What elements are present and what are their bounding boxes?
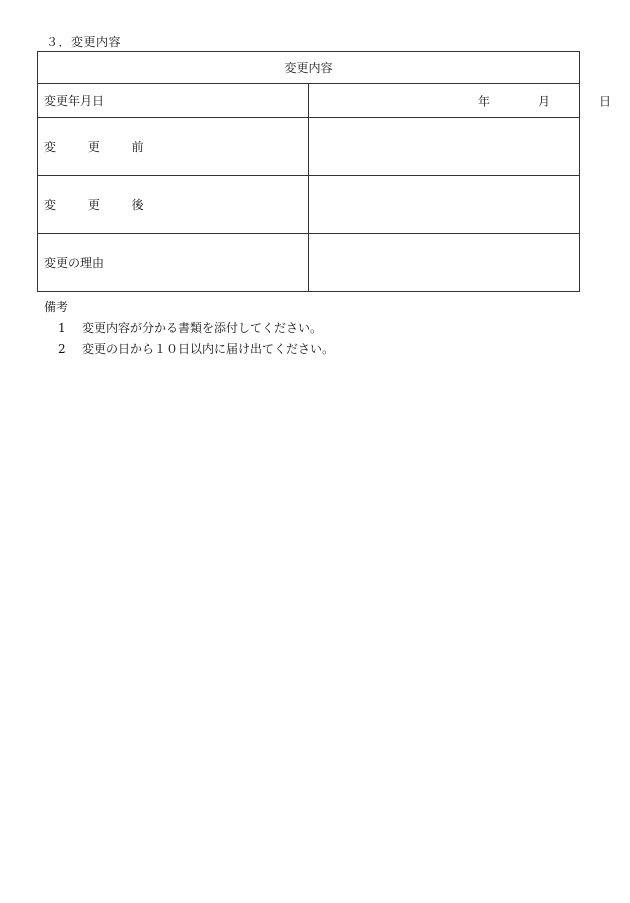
reason-label: 変更の理由 [38, 234, 309, 292]
note-number: 2 [58, 342, 66, 356]
note-text: 変更の日から１０日以内に届け出てください。 [82, 342, 335, 356]
year-unit: 年 [478, 94, 491, 108]
list-item [44, 318, 334, 339]
after-value-cell[interactable] [309, 176, 580, 234]
note-number: 1 [58, 321, 66, 335]
note-text: 変更内容が分かる書類を添付してください。 [82, 321, 323, 335]
table-row [38, 118, 580, 176]
table-header: 変更内容 [38, 52, 580, 84]
date-label: 変更年月日 [38, 84, 309, 118]
table-row [38, 176, 580, 234]
table-row [38, 84, 580, 118]
reason-value-cell[interactable] [309, 234, 580, 292]
after-label: 変 更 後 [38, 176, 309, 234]
date-value-cell[interactable] [309, 84, 612, 118]
month-unit: 月 [538, 94, 551, 108]
notes-section [44, 297, 334, 360]
list-item [44, 339, 334, 360]
change-details-table [37, 51, 612, 292]
before-label: 変 更 前 [38, 118, 309, 176]
section-title: ３．変更内容 [46, 35, 122, 49]
before-value-cell[interactable] [309, 118, 580, 176]
day-unit: 日 [599, 94, 612, 108]
notes-title: 備考 [44, 300, 69, 314]
table-row [38, 234, 580, 292]
